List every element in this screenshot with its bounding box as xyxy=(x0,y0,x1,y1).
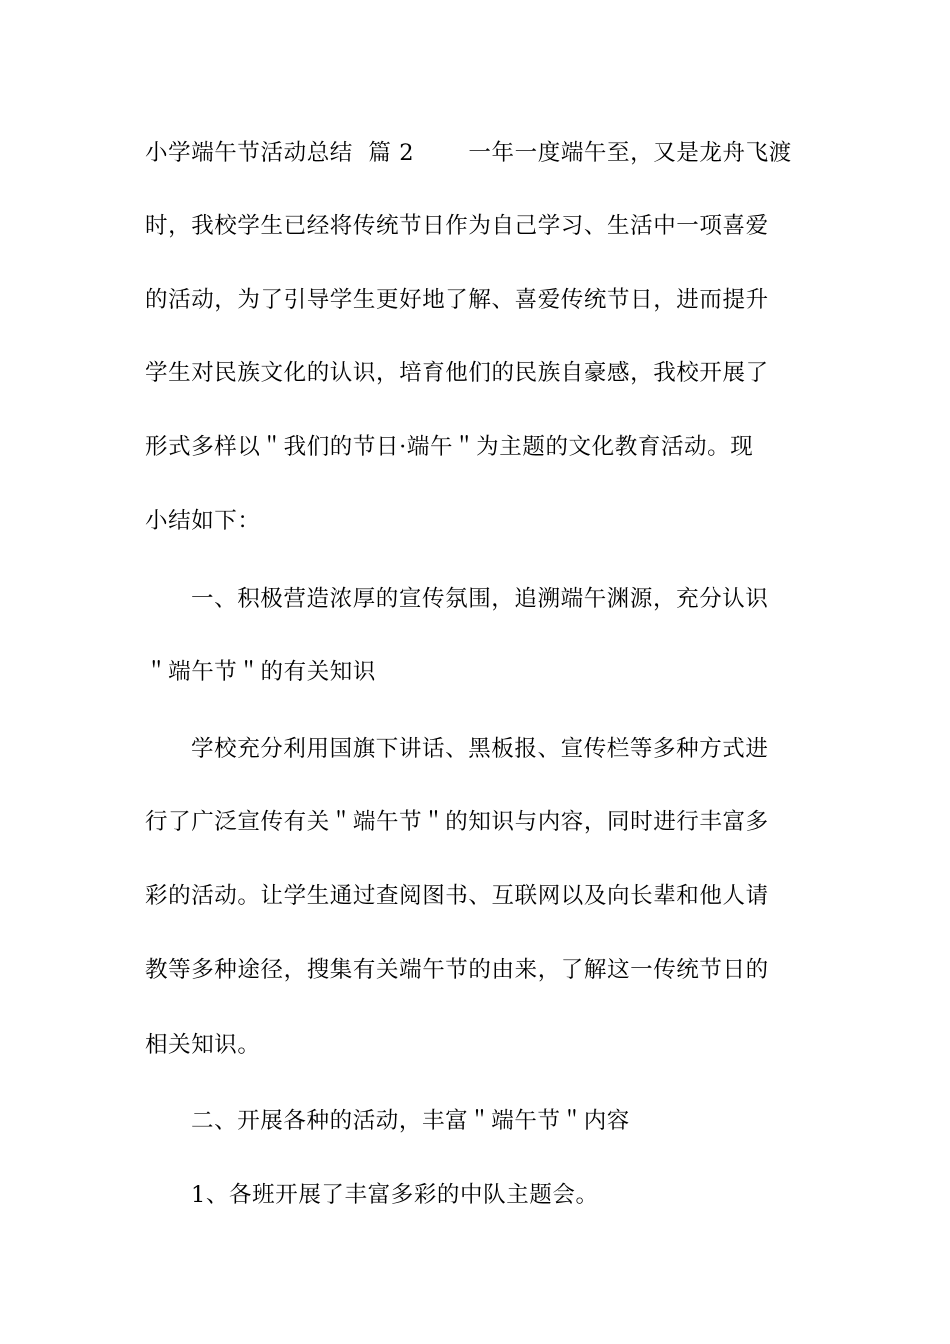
paragraph-line: 行了广泛宣传有关＂端午节＂的知识与内容，同时进行丰富多 xyxy=(145,809,769,835)
section-heading-line: ＂端午节＂的有关知识 xyxy=(145,659,377,685)
paragraph-line: 时，我校学生已经将传统节日作为自己学习、生活中一项喜爱 xyxy=(145,213,769,239)
paragraph-line: 教等多种途径，搜集有关端午节的由来，了解这一传统节日的 xyxy=(145,957,769,983)
paragraph-line: 小结如下： xyxy=(145,508,261,534)
paragraph-line: 小学端午节活动总结 篇 2 一年一度端午至，又是龙舟飞渡 xyxy=(145,140,792,166)
section-heading-line: 二、开展各种的活动，丰富＂端午节＂内容 xyxy=(191,1108,630,1134)
paragraph-line: 的活动，为了引导学生更好地了解、喜爱传统节日，进而提升 xyxy=(145,287,769,313)
paragraph-line: 彩的活动。让学生通过查阅图书、互联网以及向长辈和他人请 xyxy=(145,883,769,909)
paragraph-line: 学生对民族文化的认识，培育他们的民族自豪感，我校开展了 xyxy=(145,360,769,386)
paragraph-line: 学校充分利用国旗下讲话、黑板报、宣传栏等多种方式进 xyxy=(191,736,769,762)
paragraph-line: 相关知识。 xyxy=(145,1032,261,1058)
section-heading-line: 一、积极营造浓厚的宣传氛围，追溯端午渊源，充分认识 xyxy=(191,586,769,612)
list-item-line: 1、各班开展了丰富多彩的中队主题会。 xyxy=(191,1182,599,1208)
paragraph-line: 形式多样以＂我们的节日·端午＂为主题的文化教育活动。现 xyxy=(145,434,754,460)
